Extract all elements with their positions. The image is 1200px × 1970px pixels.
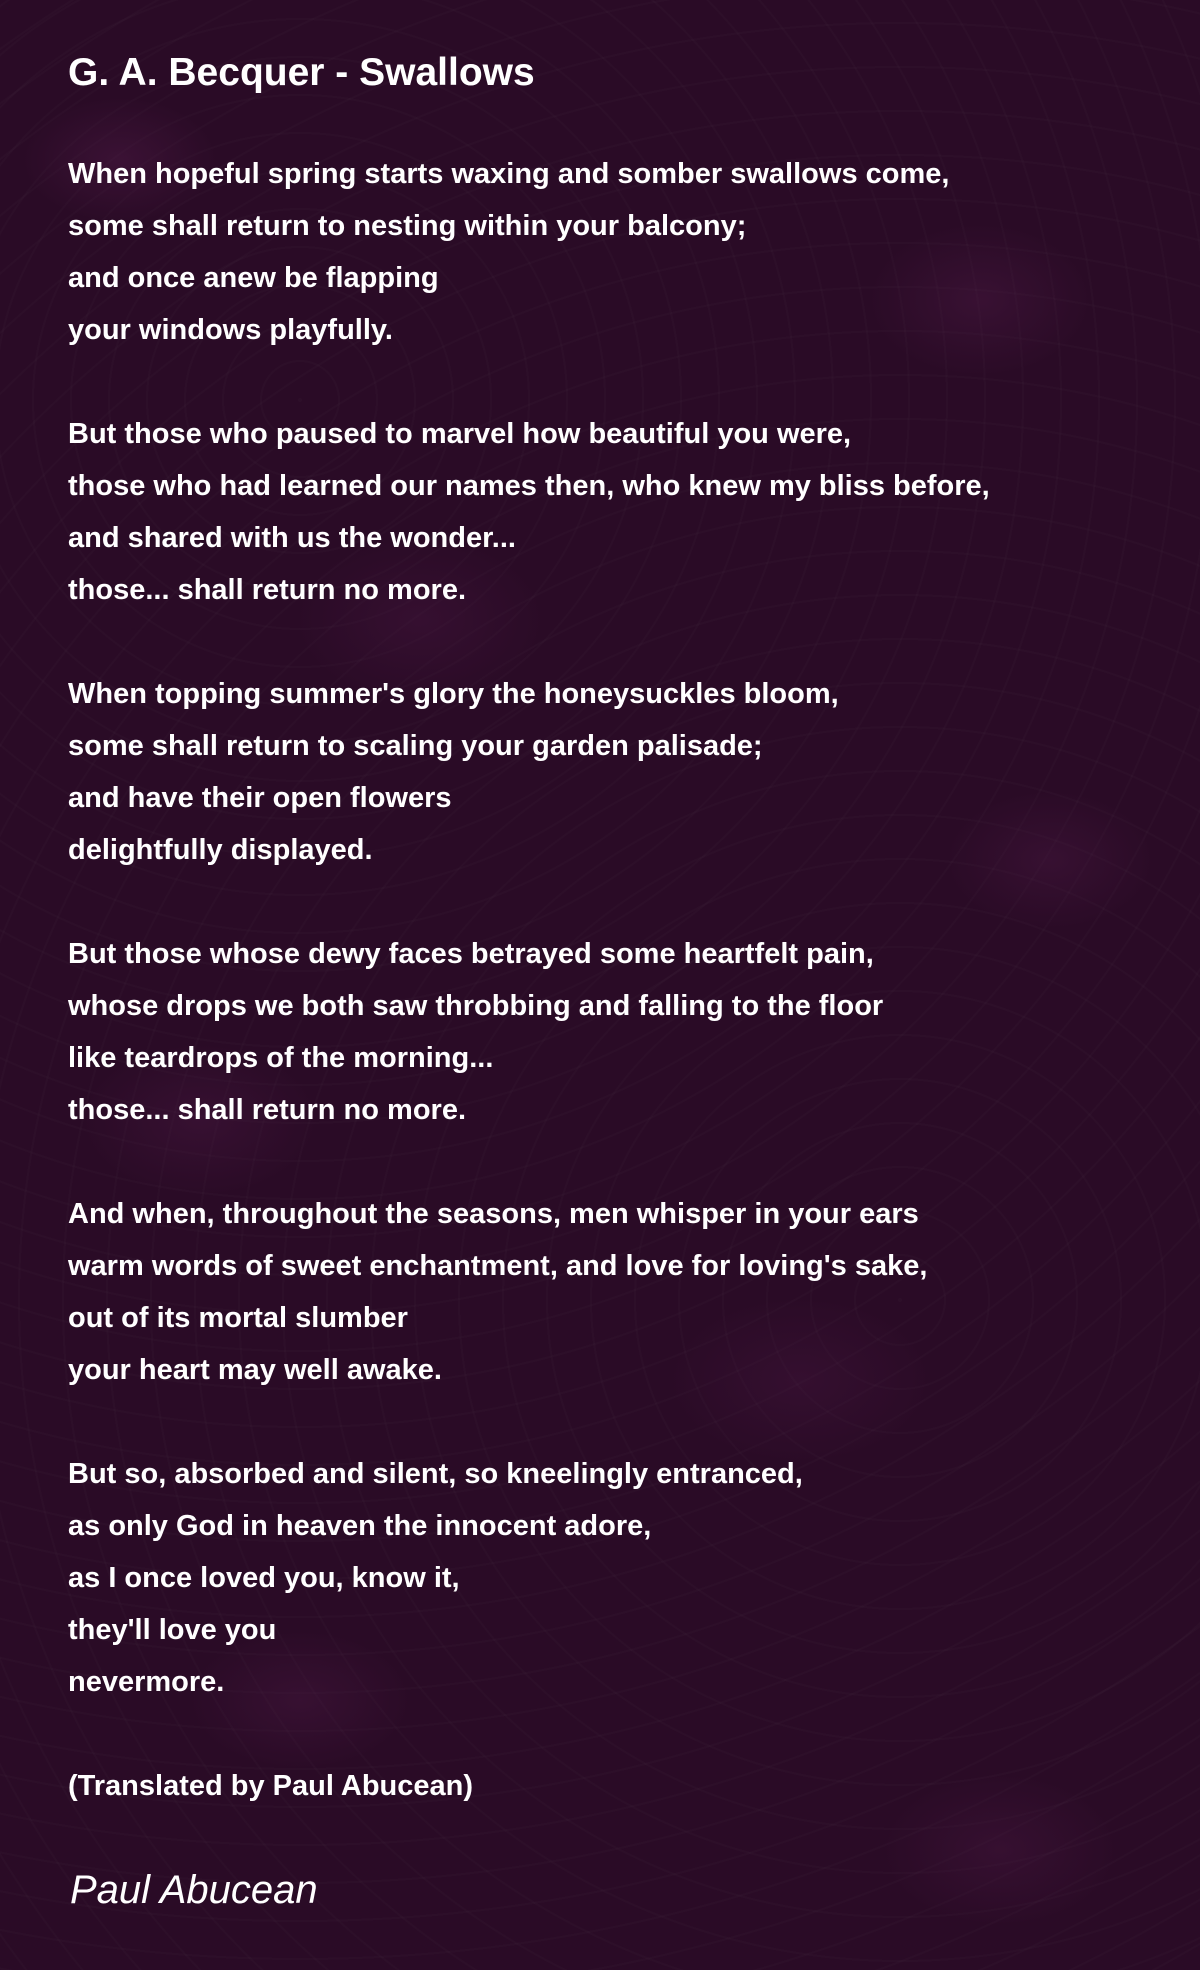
poem-line: those... shall return no more. [68,574,467,606]
author-signature: Paul Abucean [70,1868,318,1912]
poem-body [68,148,1168,1864]
poem-line: nevermore. [68,1666,225,1698]
stanza [68,928,1168,1136]
poem-line: as only God in heaven the innocent adore, [68,1510,652,1542]
stanza [68,1448,1168,1708]
poem-line: When topping summer's glory the honeysuckles bloom, [68,678,839,710]
poem-line: like teardrops of the morning... [68,1042,494,1074]
poem-title: G. A. Becquer - Swallows [68,51,535,94]
poem-line: your windows playfully. [68,314,393,346]
poem-line: and have their open flowers [68,782,452,814]
poem-line: out of its mortal slumber [68,1302,408,1334]
stanza [68,148,1168,356]
poem-line: some shall return to scaling your garden palisade; [68,730,763,762]
poem-line: and shared with us the wonder... [68,522,516,554]
stanza [68,408,1168,616]
poem-line: (Translated by Paul Abucean) [68,1770,474,1802]
poem-line: And when, throughout the seasons, men whisper in your ears [68,1198,919,1230]
poem-line: some shall return to nesting within your balcony; [68,210,747,242]
stanza [68,1188,1168,1396]
poem-line: as I once loved you, know it, [68,1562,460,1594]
stanza [68,1760,1168,1812]
poem-line: your heart may well awake. [68,1354,442,1386]
poem-line: delightfully displayed. [68,834,373,866]
poem-line: warm words of sweet enchantment, and love for loving's sake, [68,1250,928,1282]
poem-line: But so, absorbed and silent, so kneelingly entranced, [68,1458,803,1490]
poem-line: When hopeful spring starts waxing and somber swallows come, [68,158,950,190]
poem-line: those... shall return no more. [68,1094,467,1126]
poem-line: But those whose dewy faces betrayed some heartfelt pain, [68,938,874,970]
poem-line: whose drops we both saw throbbing and falling to the floor [68,990,884,1022]
poem-line: But those who paused to marvel how beautiful you were, [68,418,852,450]
poem-line: those who had learned our names then, who knew my bliss before, [68,470,990,502]
stanza [68,668,1168,876]
poem-line: they'll love you [68,1614,277,1646]
poem-line: and once anew be flapping [68,262,439,294]
